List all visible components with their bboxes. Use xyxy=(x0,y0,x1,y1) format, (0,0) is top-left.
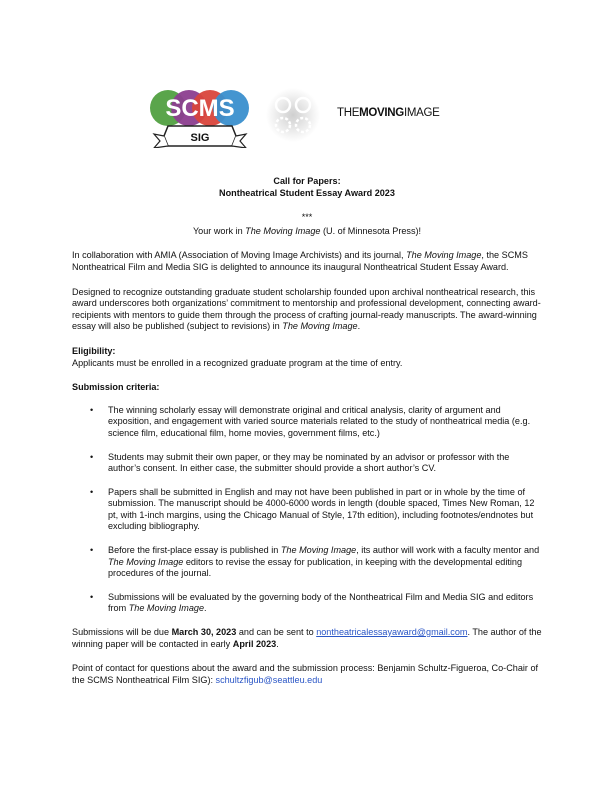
criteria-heading: Submission criteria: xyxy=(72,382,160,393)
contact-paragraph: Point of contact for questions about the award and the submission process: Benjamin Schultz-Figueroa, Co-Chair of the SCMS Nontheatrical Film SIG): schultzfigub@seattleu.edu xyxy=(72,663,539,685)
bullet: • xyxy=(90,451,94,462)
list-item: • Students may submit their own paper, or they may be nominated by an advisor or professor with the author’s consent. In either case, the submitter should provide a short author’s CV. xyxy=(90,451,510,474)
contact-email-link[interactable]: schultzfigub@seattleu.edu xyxy=(215,674,323,685)
bullet: • xyxy=(90,404,94,415)
list-item: • Before the first-place essay is published in The Moving Image, its author will work with a faculty mentor and The Moving Image editors to revise the essay for publication, in keeping with the developmental editing procedures of the journal. xyxy=(90,545,540,579)
award-email-link[interactable]: nontheatricalessayaward@gmail.com xyxy=(316,627,468,638)
tagline: Your work in The Moving Image (U. of Minnesota Press)! xyxy=(192,225,422,236)
bullet: • xyxy=(90,591,94,602)
purpose-paragraph: Designed to recognize outstanding graduate student scholarship founded upon archival nontheatrical research, this award underscores both organizations’ commitment to mentorship and professional development, connecting award-recipients with mentors to guide them through the process of crafting journal-ready manuscripts. The award-winning essay will also be published (subject to revisions) in The Moving Image. xyxy=(72,286,541,332)
list-item: • Papers shall be submitted in English and may not have been published in part or in whole by the time of submission. The manuscript should be 4000-6000 words in length (double spaced, Times New Roman, 12 pt, with 1-inch margins, using the Chicago Manual of Style, 17th edition), including footnotes/endnotes but excluding bibliography. xyxy=(90,486,535,532)
logo-row xyxy=(150,86,450,146)
bullet: • xyxy=(90,486,94,497)
eligibility-heading: Eligibility: xyxy=(72,345,116,356)
divider: *** xyxy=(301,212,313,223)
criteria-list xyxy=(72,405,542,615)
sig-logo-text: SIG xyxy=(190,132,210,144)
eligibility-text: Applicants must be enrolled in a recognized graduate program at the time of entry. xyxy=(72,357,403,368)
list-item: • The winning scholarly essay will demonstrate original and critical analysis, clarity of argument and exposition, and engagement with varied source materials related to the study of nontheatrical media (e.g. science film, educational film, home movies, government films, etc.) xyxy=(90,404,531,438)
title-line-2: Nontheatrical Student Essay Award 2023 xyxy=(219,187,395,198)
the-moving-image-wordmark: THEMOVINGIMAGE xyxy=(337,107,440,119)
bullet: • xyxy=(90,545,94,556)
list-item: • Submissions will be evaluated by the governing body of the Nontheatrical Film and Media SIG and editors from The Moving Image. xyxy=(90,591,534,614)
deadline-paragraph: Submissions will be due March 30, 2023 and can be sent to nontheatricalessayaward@gmail.com. The author of the winning paper will be contacted in early April 2023. xyxy=(72,627,542,649)
document-body xyxy=(72,176,542,686)
moving-image-emblem xyxy=(266,88,320,142)
intro-paragraph: In collaboration with AMIA (Association of Moving Image Archivists) and its journal, The Moving Image, the SCMS Nontheatrical Film and Media SIG is delighted to announce its inaugural Nontheatrical Student Essay Award. xyxy=(72,250,528,272)
title-line-1: Call for Papers: xyxy=(273,176,341,186)
scms-logo-text: SCMS xyxy=(165,95,235,122)
scms-sig-logo xyxy=(150,86,250,148)
